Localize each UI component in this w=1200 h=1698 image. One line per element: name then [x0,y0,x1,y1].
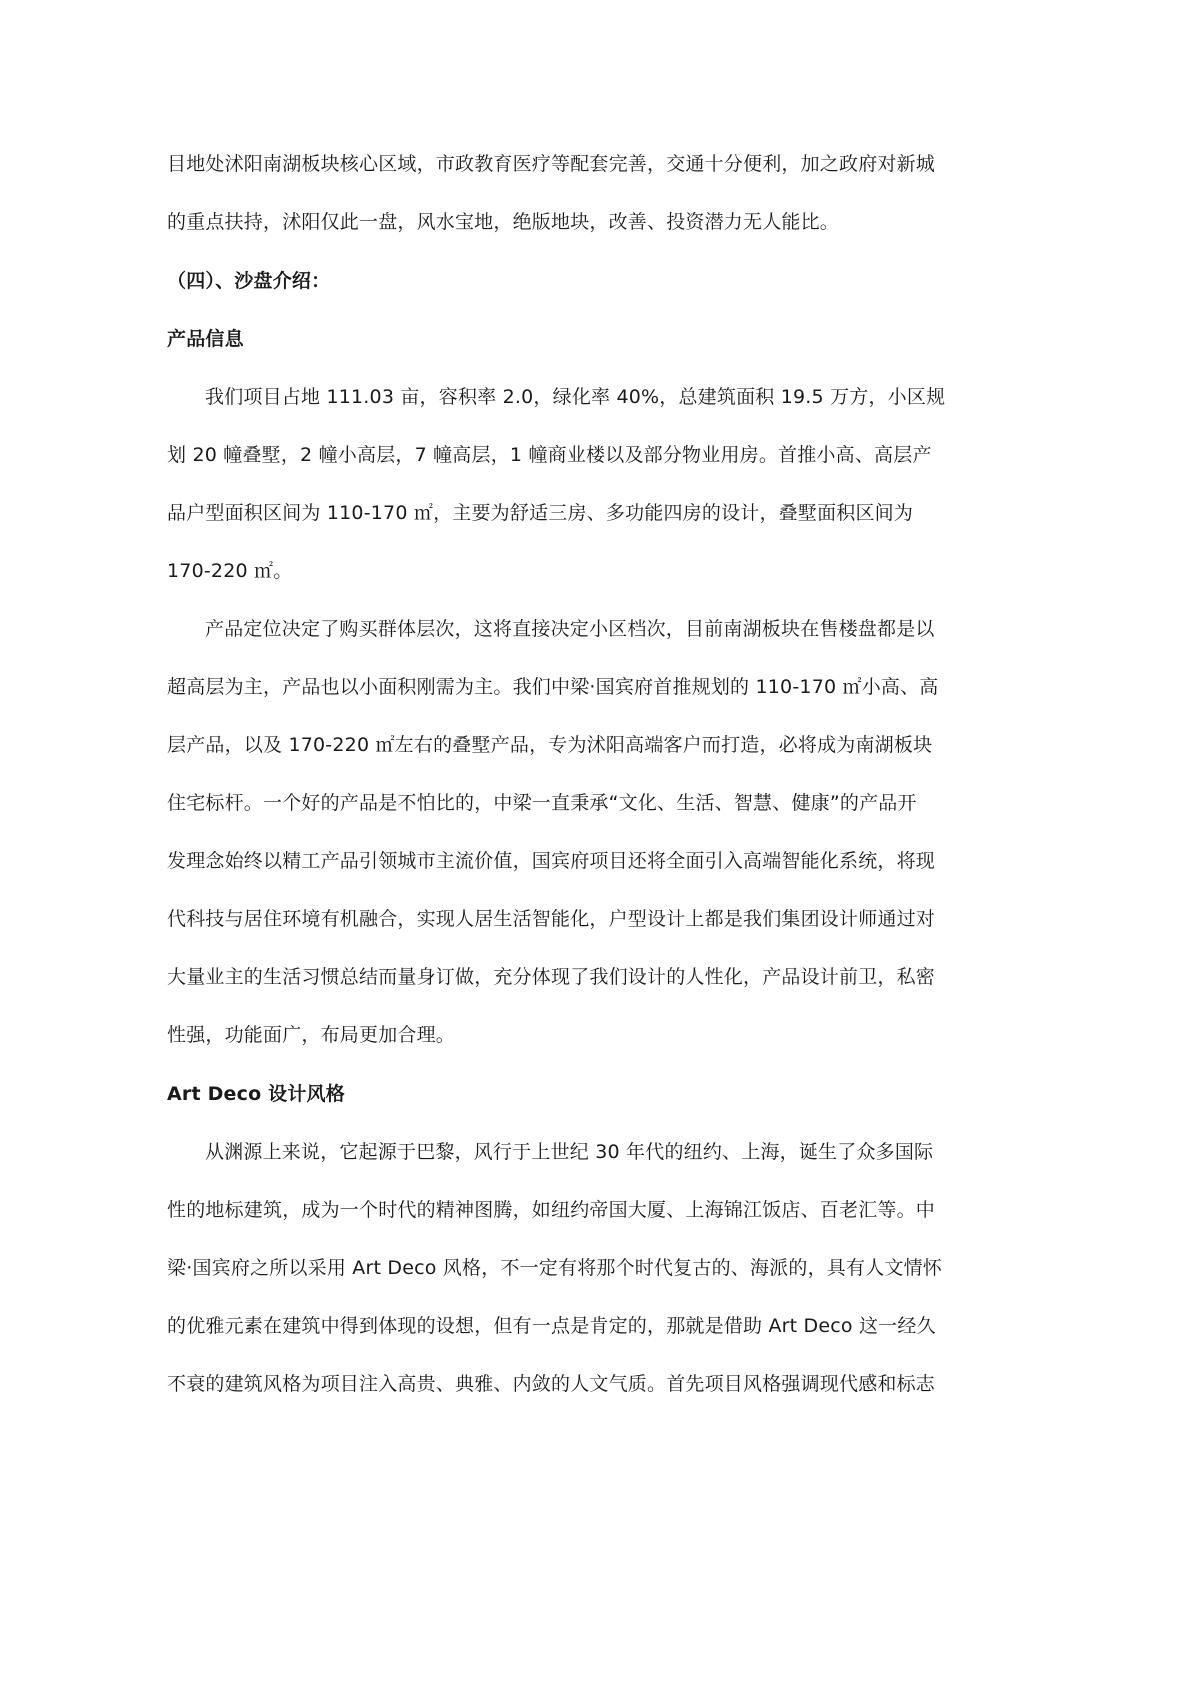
product-p2-line-3: 层产品，以及 170-220 ㎡左右的叠墅产品，专为沭阳高端客户而打造，必将成为南湖板块 [167,734,933,756]
product-p1-line-2: 划 20 幢叠墅，2 幢小高层，7 幢高层，1 幢商业楼以及部分物业用房。首推小高、高层产 [167,444,932,466]
subsection-heading-product: 产品信息 [167,328,244,350]
product-p2-line-6: 代科技与居住环境有机融合，实现人居生活智能化，户型设计上都是我们集团设计师通过对 [167,908,936,930]
product-p2-line-7: 大量业主的生活习惯总结而量身订做，充分体现了我们设计的人性化，产品设计前卫，私密 [167,966,936,988]
product-p2-line-8: 性强，功能面广，布局更加合理。 [167,1024,456,1046]
artdeco-p1-line-5: 不衰的建筑风格为项目注入高贵、典雅、内敛的人文气质。首先项目风格强调现代感和标志 [167,1373,936,1395]
product-p2-line-4: 住宅标杆。一个好的产品是不怕比的，中梁一直秉承“文化、生活、智慧、健康”的产品开 [167,792,917,814]
product-p2-line-5: 发理念始终以精工产品引领城市主流价值，国宾府项目还将全面引入高端智能化系统，将现 [167,850,936,872]
artdeco-p1-line-1: 从渊源上来说，它起源于巴黎，风行于上世纪 30 年代的纽约、上海，诞生了众多国际 [205,1141,934,1163]
intro-line-2: 的重点扶持，沭阳仅此一盘，风水宝地，绝版地块，改善、投资潜力无人能比。 [167,211,840,233]
artdeco-p1-line-4: 的优雅元素在建筑中得到体现的设想，但有一点是肯定的，那就是借助 Art Deco 这一经久 [167,1315,936,1337]
product-p2-line-1: 产品定位决定了购买群体层次，这将直接决定小区档次，目前南湖板块在售楼盘都是以 [205,618,935,640]
intro-line-1: 目地处沭阳南湖板块核心区域，市政教育医疗等配套完善，交通十分便利，加之政府对新城 [167,153,936,175]
product-p1-line-1: 我们项目占地 111.03 亩，容积率 2.0，绿化率 40%，总建筑面积 19.5 万方，小区规 [205,386,946,408]
artdeco-p1-line-2: 性的地标建筑，成为一个时代的精神图腾，如纽约帝国大厦、上海锦江饭店、百老汇等。中 [167,1199,936,1221]
product-p2-line-2: 超高层为主，产品也以小面积刚需为主。我们中梁·国宾府首推规划的 110-170 ㎡小高、高 [167,676,939,698]
subsection-heading-artdeco: Art Deco 设计风格 [167,1083,345,1105]
artdeco-p1-line-3: 梁·国宾府之所以采用 Art Deco 风格，不一定有将那个时代复古的、海派的，具有人文情怀 [167,1257,943,1279]
product-p1-line-3: 品户型面积区间为 110-170 ㎡，主要为舒适三房、多功能四房的设计，叠墅面积区间为 [167,502,914,524]
product-p1-line-4: 170-220 ㎡。 [167,560,293,582]
section-heading: （四）、沙盘介绍： [167,270,331,292]
